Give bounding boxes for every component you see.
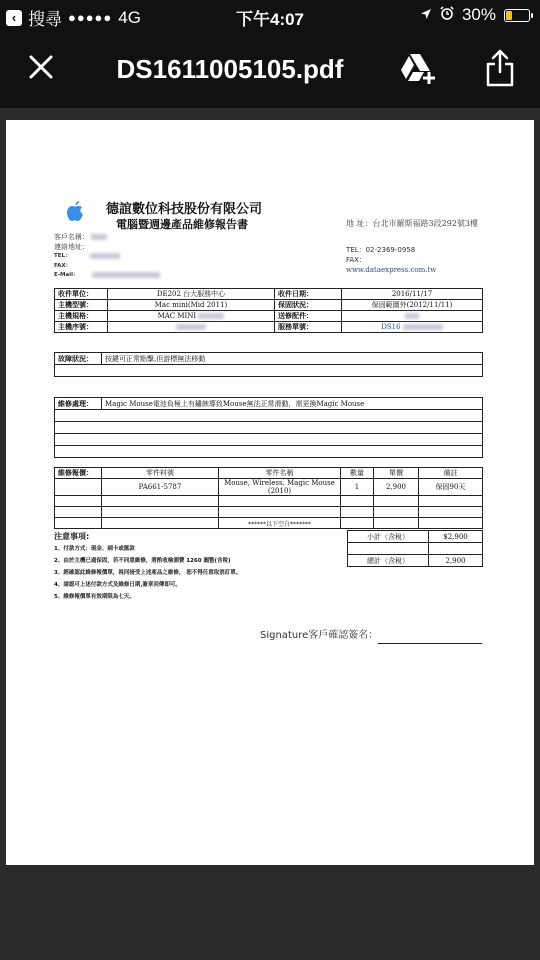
- alarm-icon: [440, 5, 454, 25]
- customer-tel-label: TEL：: [54, 253, 71, 259]
- quote-remark: 保固90天: [419, 479, 483, 496]
- repair-info-table: [54, 288, 483, 333]
- quote-cell: [55, 518, 102, 529]
- company-tel: TEL：02-2369-0958: [346, 246, 416, 254]
- redacted-text: [92, 272, 160, 278]
- fault-label: 故障狀況：: [55, 353, 102, 365]
- note-item: 5、維修報價單有效期限為七天。: [54, 594, 135, 600]
- customer-email-label: E-Mail：: [54, 272, 79, 278]
- quote-cell: [55, 479, 102, 496]
- company-url: www.dataexpress.com.tw: [346, 266, 437, 274]
- quote-cell: [102, 518, 219, 529]
- file-title: DS1611005105.pdf: [116, 54, 344, 84]
- company-fax: FAX：: [346, 256, 366, 264]
- empty-row: [55, 422, 483, 434]
- repair-label: 維修處理：: [55, 398, 102, 410]
- redacted-text: [91, 234, 107, 240]
- subtotal-label: 小計（含稅）: [348, 531, 429, 543]
- quote-header-remark: 備註: [419, 468, 483, 479]
- note-item: 2、由於主機已過保固，若不同意維修，將酌收檢測費 1260 圓整(含稅): [54, 558, 231, 564]
- model-value: Mac mini(Mid 2011): [108, 300, 275, 311]
- service-no-label: 服務單號：: [275, 322, 342, 333]
- back-app-label[interactable]: 搜尋: [28, 10, 62, 29]
- apple-logo-icon: [66, 200, 86, 222]
- redacted-text: [403, 324, 443, 330]
- viewer-toolbar: [0, 32, 540, 108]
- totals-cell: [429, 543, 483, 555]
- totals-cell: [348, 543, 429, 555]
- repair-value: Magic Mouse電池負極上有鏽蝕導致Mouse無法正常滑動，需更換Magic Mouse: [102, 398, 483, 410]
- quote-cell: [219, 507, 341, 518]
- receive-date-label: 收件日期：: [275, 289, 342, 300]
- fault-value: 按鍵可正常點擊,但游標無法移動: [102, 353, 483, 365]
- warranty-label: 保固狀況：: [275, 300, 342, 311]
- company-contact: [346, 245, 436, 275]
- note-item: 1、付款方式：現金、刷卡或匯款: [54, 546, 135, 552]
- quote-label: 維修報價：: [55, 468, 102, 479]
- note-item: 3、經確認此維修報價單，視同接受上述產品之維修， 恕不得任意取消訂單。: [54, 570, 242, 576]
- service-no-value: DS16: [381, 323, 401, 331]
- quote-header-qty: 數量: [341, 468, 374, 479]
- quote-cell: [341, 496, 374, 507]
- receive-unit-value: DE202 台大服務中心: [108, 289, 275, 300]
- quote-header-part-no: 零件料號: [102, 468, 219, 479]
- serial-cell: [108, 322, 275, 333]
- signature-line: [378, 643, 482, 644]
- table-row: [55, 479, 483, 496]
- notes-heading: 注意事項:: [54, 532, 90, 541]
- location-icon: [420, 5, 432, 25]
- fault-table: [54, 352, 483, 377]
- total-label: 總計（含稅）: [348, 555, 429, 567]
- subtotal-value: $2,900: [429, 531, 483, 543]
- quote-part-no: PA661-5787: [102, 479, 219, 496]
- quote-cell: [374, 507, 419, 518]
- empty-row: [55, 365, 483, 377]
- warranty-value: 保固範圍外(2012/11/11): [342, 300, 483, 311]
- totals-table: [347, 530, 483, 567]
- quote-cell: [102, 496, 219, 507]
- spec-value: MAC MINI: [157, 312, 197, 320]
- add-to-drive-icon[interactable]: [400, 52, 438, 86]
- pdf-page[interactable]: [6, 120, 534, 865]
- signature-label: Signature客戶確認簽名：: [260, 630, 379, 641]
- table-row: [55, 507, 483, 518]
- quote-cell: [341, 507, 374, 518]
- battery-fill: [506, 11, 512, 20]
- quote-header-part-name: 零件名稱: [219, 468, 341, 479]
- quote-cell: [419, 496, 483, 507]
- table-row: [55, 496, 483, 507]
- report-title: 電腦暨週邊產品維修報告書: [116, 218, 248, 231]
- receive-date-value: 2016/11/17: [342, 289, 483, 300]
- notes-section: [54, 531, 241, 603]
- quote-cell: [55, 496, 102, 507]
- repair-table: [54, 397, 483, 458]
- quote-blank-note: ******以下空白*******: [219, 518, 341, 529]
- quote-cell: [341, 518, 374, 529]
- quote-price: 2,900: [374, 479, 419, 496]
- accessory-label: 送修配件：: [275, 311, 342, 322]
- spec-cell: [108, 311, 275, 322]
- service-no-cell: [342, 322, 483, 333]
- quote-part-name: Mouse, Wireless, Magic Mouse (2010): [219, 479, 341, 496]
- quote-cell: [374, 496, 419, 507]
- battery-percent: 30%: [461, 5, 496, 24]
- share-icon[interactable]: [484, 48, 516, 88]
- company-name: 德誼數位科技股份有限公司: [106, 202, 263, 217]
- network-type: 4G: [118, 7, 141, 27]
- quote-header-price: 單價: [374, 468, 419, 479]
- note-item: 4、請認可上述付款方式及維修日期,簽章回傳即可。: [54, 582, 181, 588]
- table-row: [55, 518, 483, 529]
- quote-cell: [102, 507, 219, 518]
- customer-name-label: 客戶名稱：: [54, 233, 89, 241]
- quote-table: [54, 467, 483, 529]
- redacted-text: [405, 313, 419, 319]
- quote-qty: 1: [341, 479, 374, 496]
- status-bar: [0, 0, 540, 32]
- serial-label: 主機序號：: [55, 322, 108, 333]
- quote-cell: [419, 518, 483, 529]
- receive-unit-label: 收件單位：: [55, 289, 108, 300]
- quote-cell: [55, 507, 102, 518]
- battery-icon: [504, 9, 530, 22]
- customer-fax-label: FAX：: [54, 262, 72, 269]
- quote-cell: [219, 496, 341, 507]
- total-value: 2,900: [429, 555, 483, 567]
- customer-address-label: 連絡地址：: [54, 242, 89, 251]
- empty-row: [55, 446, 483, 458]
- company-address: 地 址：台北市羅斯福路3段292號3樓: [346, 219, 478, 228]
- quote-cell: [374, 518, 419, 529]
- empty-row: [55, 410, 483, 422]
- empty-row: [55, 434, 483, 446]
- quote-cell: [419, 507, 483, 518]
- redacted-text: [176, 324, 206, 330]
- clock: 下午4:07: [235, 10, 305, 29]
- accessory-cell: [342, 311, 483, 322]
- signal-strength: ●●●●●: [68, 10, 113, 25]
- redacted-text: [198, 313, 224, 319]
- back-to-app-icon[interactable]: ‹: [6, 10, 22, 26]
- customer-info: [54, 233, 160, 281]
- redacted-text: [90, 253, 120, 259]
- model-label: 主機型號：: [55, 300, 108, 311]
- spec-label: 主機規格：: [55, 311, 108, 322]
